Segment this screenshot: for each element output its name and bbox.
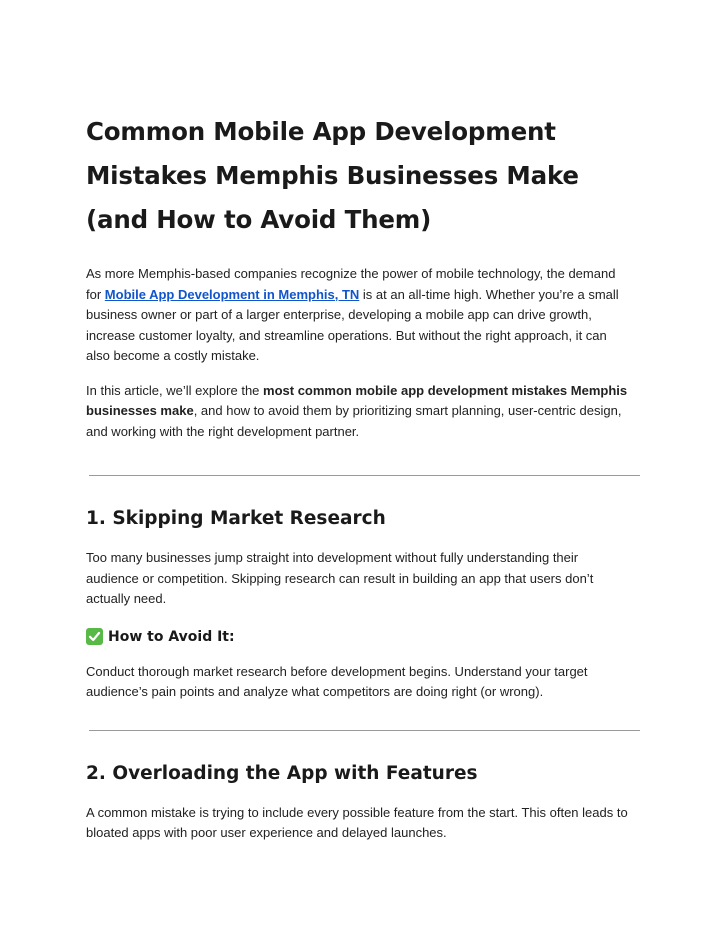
- subheading-label: How to Avoid It:: [108, 628, 235, 645]
- section-divider: [89, 475, 640, 476]
- mobile-app-development-link[interactable]: Mobile App Development in Memphis, TN: [104, 286, 360, 302]
- section-paragraph-market-research: Too many businesses jump straight into development without fully understanding their audience or competition. Skipping research can result in building an app that users don’t actually need.: [86, 550, 594, 606]
- subheading-how-to-avoid: [86, 626, 634, 648]
- intro2-bold-text: most common mobile app development mistakes Memphis businesses make: [86, 382, 628, 418]
- intro2-text-after-bold: , and how to avoid them by prioritizing smart planning, user-centric design, and working with the right development partner.: [86, 403, 622, 439]
- intro-text-before-link: As more Memphis-based companies recognize the power of mobile technology, the demand for: [86, 266, 616, 302]
- section-divider: [89, 730, 640, 731]
- intro-text-after-link: is at an all-time high. Whether you’re a small business owner or part of a larger enterprise, developing a mobile app can drive growth, increase customer loyalty, and streamline operations. But without the right approach, it can also become a costly mistake.: [86, 286, 619, 363]
- section-paragraph-how-to-avoid: Conduct thorough market research before development begins. Understand your target audience’s pain points and analyze what competitors are doing right (or wrong).: [86, 663, 588, 699]
- check-mark-icon: [86, 628, 103, 645]
- section-heading-market-research: 1. Skipping Market Research: [86, 508, 386, 529]
- page-title: Common Mobile App Development Mistakes Memphis Businesses Make (and How to Avoid Them): [86, 117, 579, 234]
- intro2-text-before-bold: In this article, we’ll explore the: [86, 382, 264, 398]
- section-heading-overloading-features: 2. Overloading the App with Features: [86, 762, 478, 784]
- section-paragraph-overloading-features: A common mistake is trying to include every possible feature from the start. This often leads to bloated apps with poor user experience and delayed launches.: [86, 804, 628, 840]
- document-page: [86, 110, 634, 844]
- intro-paragraph-2: [86, 381, 634, 443]
- intro-paragraph-1: [86, 264, 634, 367]
